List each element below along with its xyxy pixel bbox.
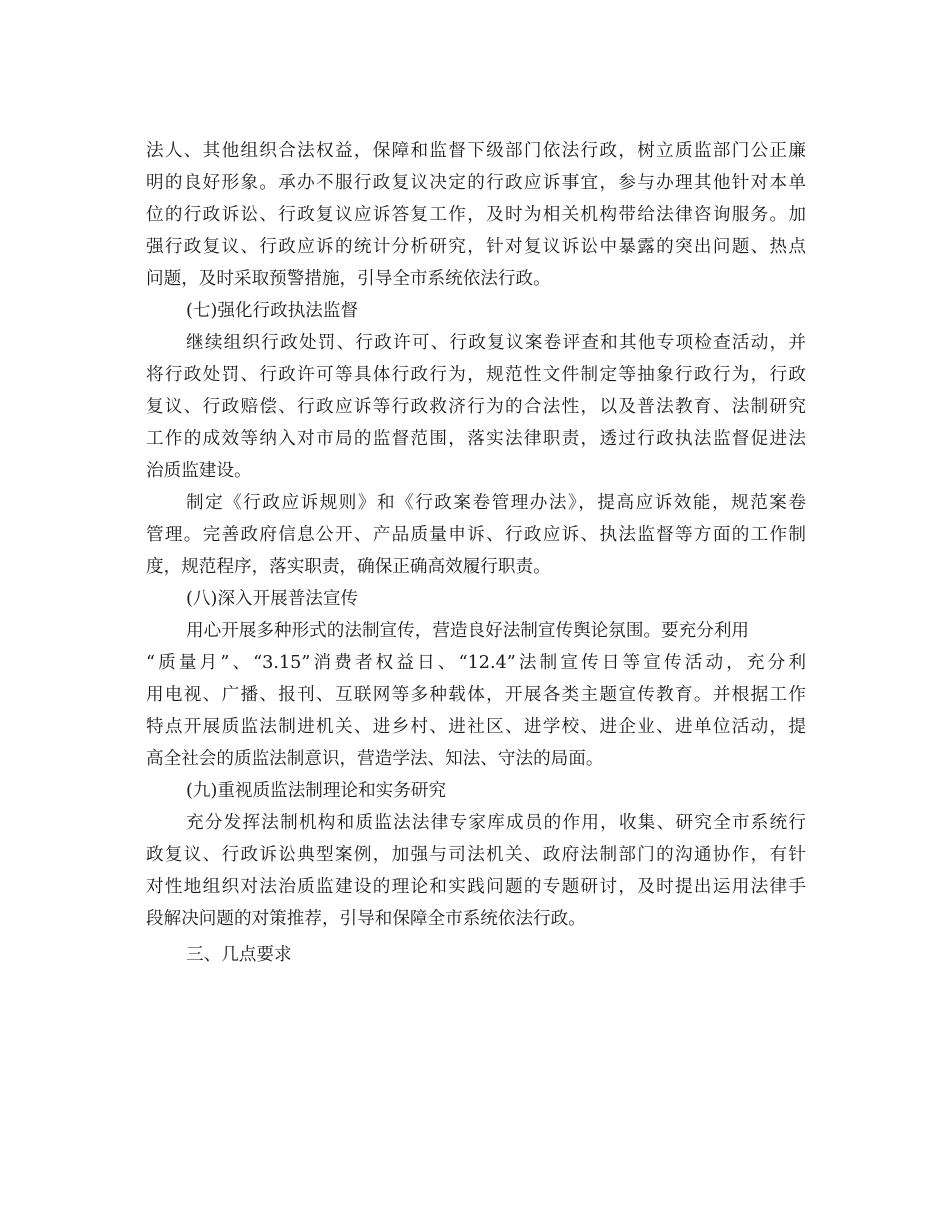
paragraph-line: 将行政处罚、行政许可等具体行政行为，规范性文件制定等抽象行政行为，行政 <box>146 365 806 385</box>
paragraph-line: 明的良好形象。承办不服行政复议决定的行政应诉事宜，参与办理其他针对本单 <box>146 173 806 193</box>
paragraph-line: 高全社会的质监法制意识，营造学法、知法、守法的局面。 <box>146 749 604 769</box>
section-heading-3: 三、几点要求 <box>186 945 292 965</box>
paragraph-line: 复议、行政赔偿、行政应诉等行政救济行为的合法性，以及普法教育、法制研究 <box>146 397 806 417</box>
paragraph-line: 段解决问题的对策推荐，引导和保障全市系统依法行政。 <box>146 909 586 929</box>
paragraph-line: 管理。完善政府信息公开、产品质量申诉、行政应诉、执法监督等方面的工作制 <box>146 525 806 545</box>
paragraph-line: 充分发挥法制机构和质监法法律专家库成员的作用，收集、研究全市系统行 <box>186 813 806 833</box>
paragraph-line: 度，规范程序，落实职责，确保正确高效履行职责。 <box>146 557 551 577</box>
paragraph-line: 政复议、行政诉讼典型案例，加强与司法机关、政府法制部门的沟通协作，有针 <box>146 845 806 865</box>
paragraph-line: 强行政复议、行政应诉的统计分析研究，针对复议诉讼中暴露的突出问题、热点 <box>146 237 806 257</box>
section-heading-9: (九)重视质监法制理论和实务研究 <box>186 781 447 801</box>
paragraph-line: 对性地组织对法治质监建设的理论和实践问题的专题研讨，及时提出运用法律手 <box>146 877 806 897</box>
paragraph-line: 工作的成效等纳入对市局的监督范围，落实法律职责，透过行政执法监督促进法 <box>146 429 806 449</box>
paragraph-line: 继续组织行政处罚、行政许可、行政复议案卷评查和其他专项检查活动，并 <box>186 333 806 353</box>
paragraph-line: 法人、其他组织合法权益，保障和监督下级部门依法行政，树立质监部门公正廉 <box>146 141 806 161</box>
paragraph-line: 治质监建设。 <box>146 461 252 481</box>
paragraph-line: “质量月”、“3.15”消费者权益日、“12.4”法制宣传日等宣传活动，充分利 <box>146 653 806 673</box>
paragraph-line: 特点开展质监法制进机关、进乡村、进社区、进学校、进企业、进单位活动，提 <box>146 717 806 737</box>
section-heading-7: (七)强化行政执法监督 <box>186 301 359 321</box>
paragraph-line: 制定《行政应诉规则》和《行政案卷管理办法》，提高应诉效能，规范案卷 <box>186 493 806 513</box>
paragraph-line: 问题，及时采取预警措施，引导全市系统依法行政。 <box>146 269 551 289</box>
section-heading-8: (八)深入开展普法宣传 <box>186 589 359 609</box>
paragraph-line: 用心开展多种形式的法制宣传，营造良好法制宣传舆论氛围。要充分利用 <box>186 621 750 641</box>
paragraph-line: 用电视、广播、报刊、互联网等多种载体，开展各类主题宣传教育。并根据工作 <box>146 685 806 705</box>
paragraph-line: 位的行政诉讼、行政复议应诉答复工作，及时为相关机构带给法律咨询服务。加 <box>146 205 806 225</box>
